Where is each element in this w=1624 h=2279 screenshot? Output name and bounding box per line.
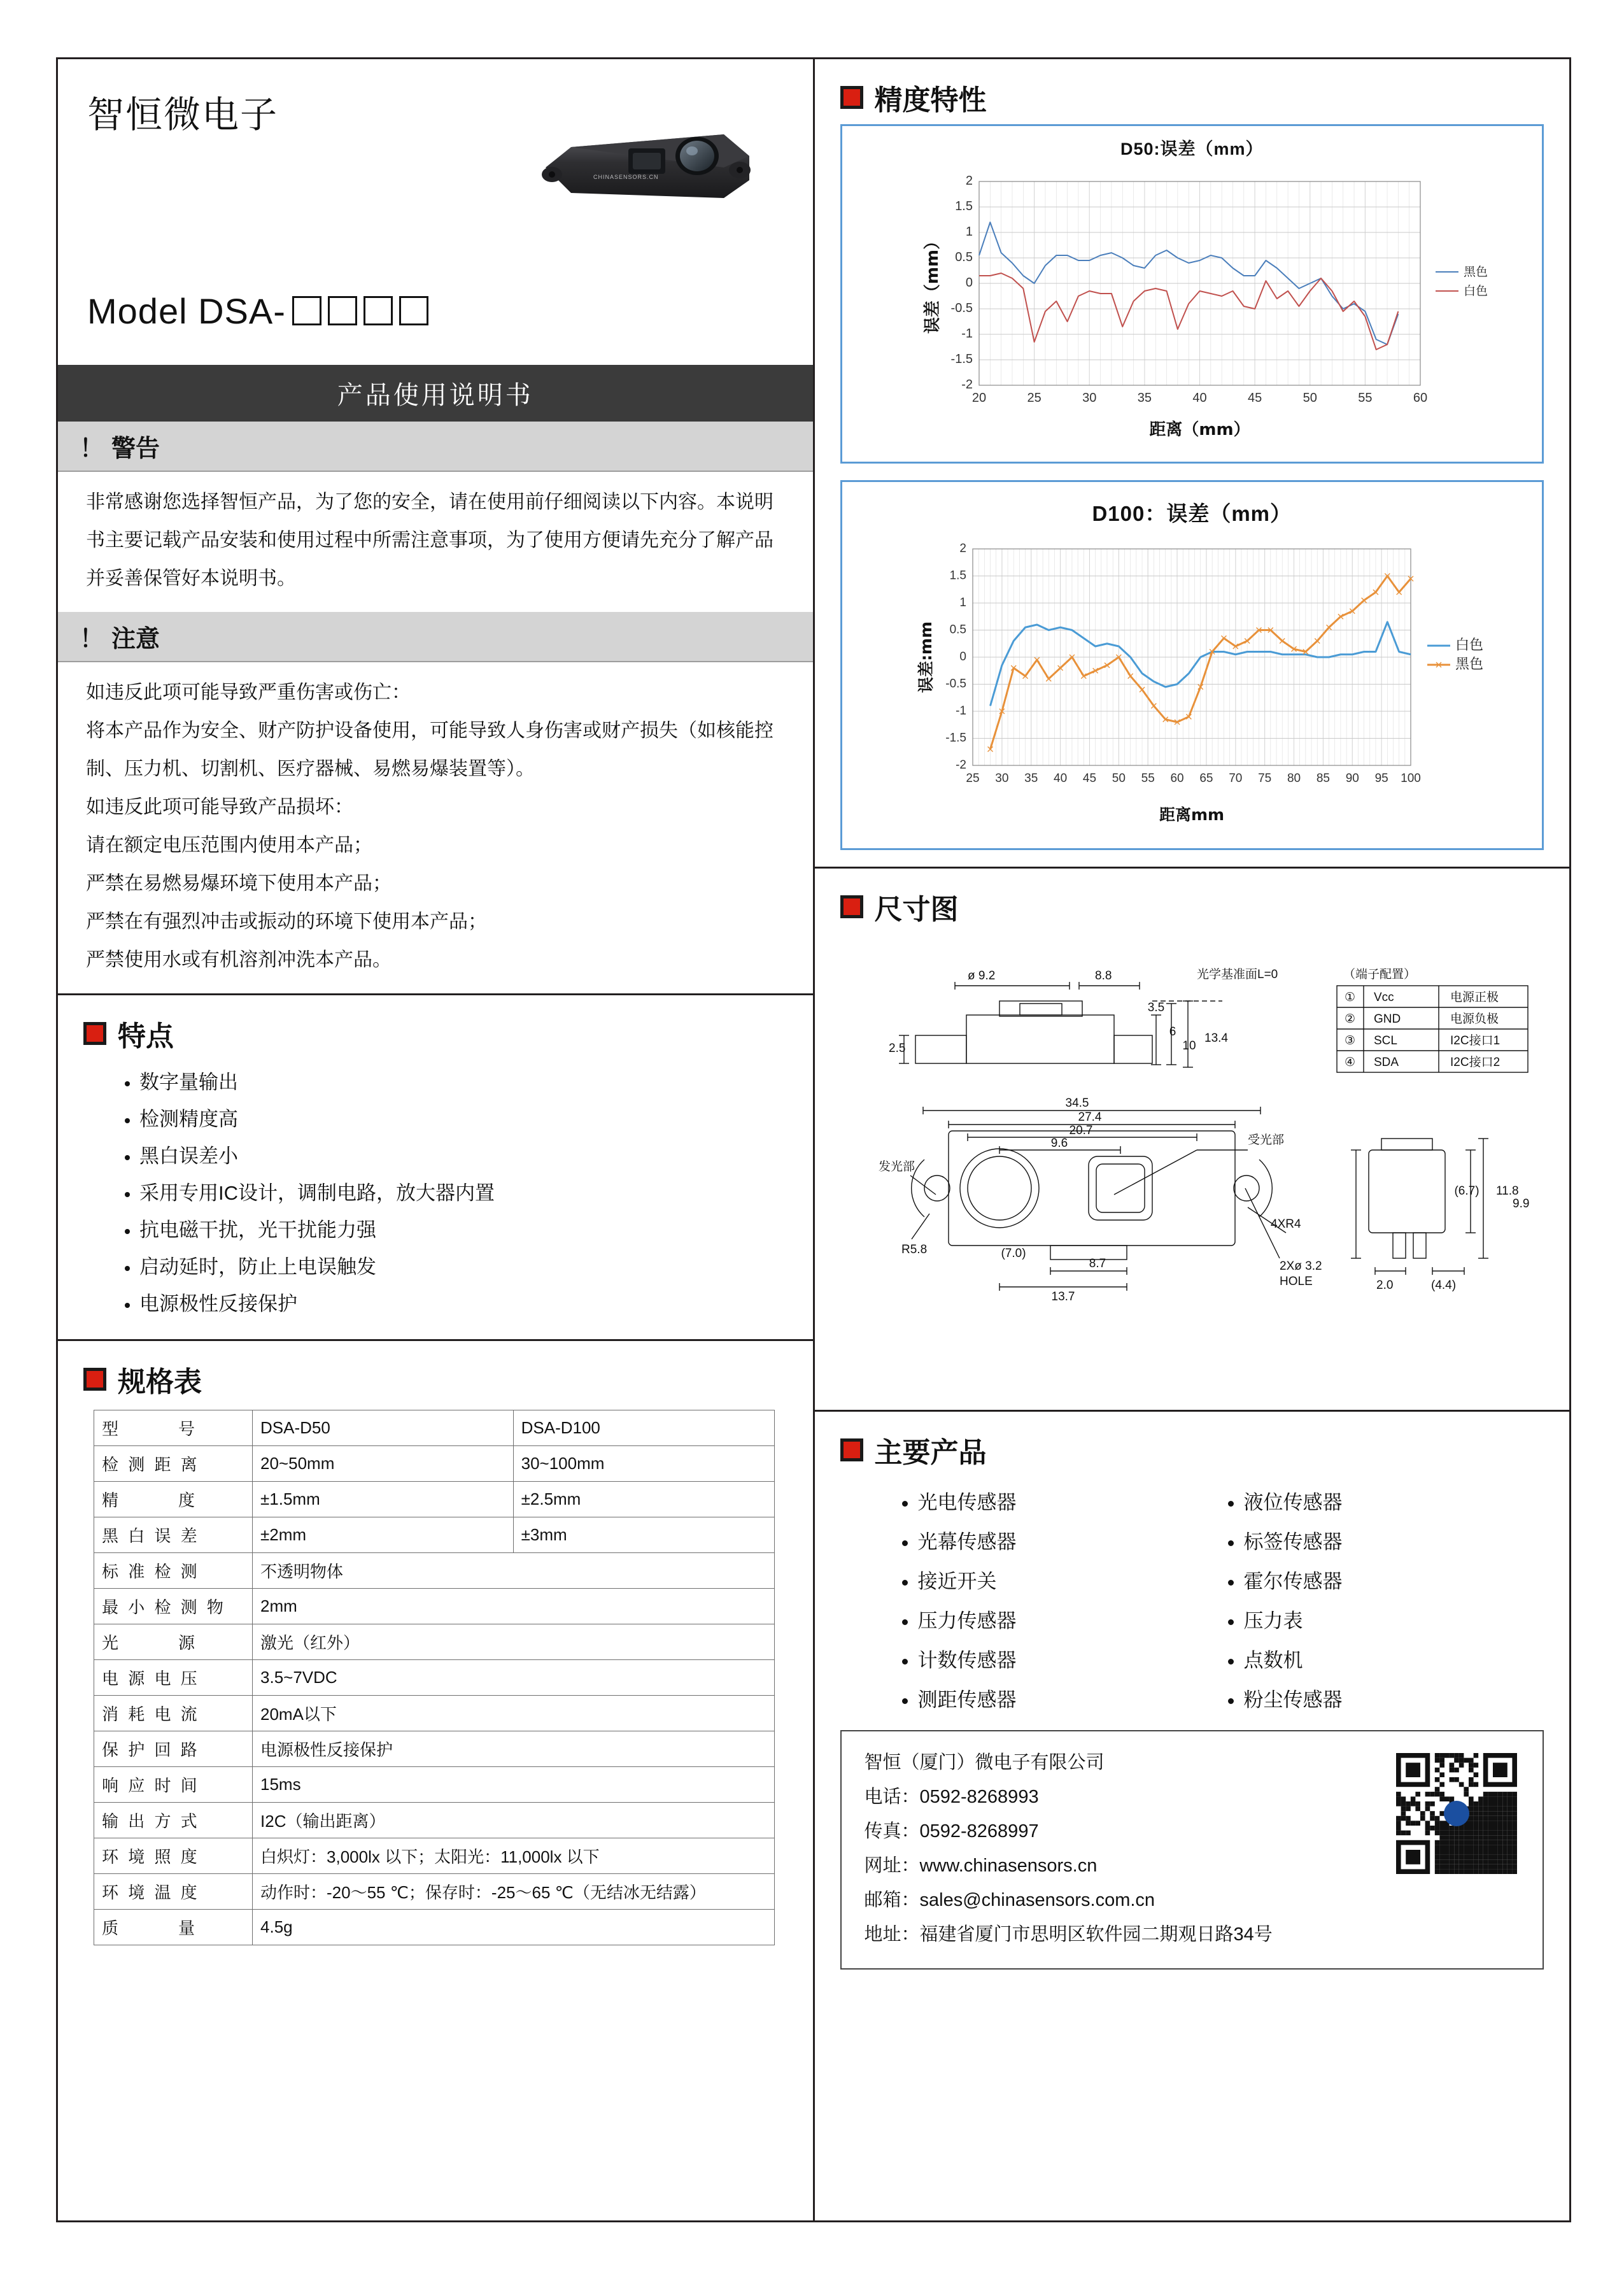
model-box-4 <box>399 296 428 325</box>
svg-text:40: 40 <box>1192 391 1207 405</box>
caution-line: 如违反此项可能导致严重伤害或伤亡： <box>86 682 411 703</box>
list-item: • 采用专用IC设计，调制电路，放大器内置 <box>139 1175 813 1212</box>
svg-text:SDA: SDA <box>1373 1056 1399 1069</box>
svg-text:-1: -1 <box>955 704 966 718</box>
contact-box <box>840 1730 1544 1970</box>
chart-title: D100：误差（mm） <box>1092 502 1292 525</box>
chart-plot-d100 <box>842 530 1543 848</box>
spec-label: 最 小 检 测 物 <box>94 1589 253 1624</box>
svg-text:②: ② <box>1344 1012 1355 1026</box>
warning-title: 警告 <box>111 436 160 462</box>
svg-text:30: 30 <box>994 772 1008 785</box>
svg-text:0.5: 0.5 <box>954 250 973 264</box>
dim-6: 6 <box>1169 1025 1176 1039</box>
table-row <box>94 1803 775 1838</box>
table-row <box>94 1910 775 1945</box>
spec-label: 检 测 距 离 <box>94 1446 253 1482</box>
svg-text:50: 50 <box>1112 772 1126 785</box>
svg-text:55: 55 <box>1141 772 1155 785</box>
dim-20-7: 20.7 <box>1069 1124 1092 1137</box>
list-item: • 黑白误差小 <box>139 1138 813 1175</box>
spec-label: 环 境 温 度 <box>94 1874 253 1910</box>
list-item: • 抗电磁干扰，光干扰能力强 <box>139 1212 813 1249</box>
svg-text:白色: 白色 <box>1463 284 1488 298</box>
spec-table <box>94 1410 775 1945</box>
caution-text <box>58 662 813 993</box>
svg-text:黑色: 黑色 <box>1455 657 1483 672</box>
accuracy-title: 精度特性 <box>874 85 987 116</box>
svg-text:75: 75 <box>1257 772 1271 785</box>
caution-line: 严禁在有强烈冲击或振动的环境下使用本产品； <box>86 911 487 932</box>
spec-value: 4.5g <box>253 1910 775 1945</box>
svg-text:60: 60 <box>1413 391 1427 405</box>
left-column <box>58 59 815 2220</box>
dim-3-5: 3.5 <box>1147 1001 1164 1014</box>
svg-text:①: ① <box>1344 991 1355 1004</box>
spec-value-d100: ±2.5mm <box>513 1482 774 1517</box>
dim-13-7: 13.7 <box>1051 1290 1075 1303</box>
dim-r5-8: R5.8 <box>901 1243 927 1256</box>
svg-text:95: 95 <box>1374 772 1388 785</box>
warning-mark: ！ <box>80 436 104 462</box>
spec-value: I2C（输出距离） <box>253 1803 775 1838</box>
svg-text:I2C接口2: I2C接口2 <box>1450 1056 1500 1069</box>
table-row <box>94 1660 775 1696</box>
svg-text:40: 40 <box>1053 772 1067 785</box>
warning-paragraph: 非常感谢您选择智恒产品，为了您的安全，请在使用前仔细阅读以下内容。本说明书主要记载产品安装和使用过程中所需注意事项，为了使用方便请先充分了解产品并妥善保管好本说明书。 <box>86 492 773 589</box>
model-prefix: Model DSA- <box>87 291 286 331</box>
pinout-title: （端子配置） <box>1343 968 1416 981</box>
table-row <box>94 1446 775 1482</box>
model-box-1 <box>292 296 321 325</box>
spec-value: 15ms <box>253 1767 775 1803</box>
svg-text:2: 2 <box>965 174 973 188</box>
spec-label: 输 出 方 式 <box>94 1803 253 1838</box>
caution-line: 严禁在易燃易爆环境下使用本产品； <box>86 873 392 894</box>
spec-value: 白炽灯：3,000lx 以下；太阳光：11,000lx 以下 <box>253 1838 775 1874</box>
svg-text:Vcc: Vcc <box>1373 991 1394 1004</box>
dim-8-7: 8.7 <box>1089 1257 1106 1270</box>
dim-13-4: 13.4 <box>1204 1032 1228 1045</box>
table-row <box>94 1553 775 1589</box>
label-emitter: 发光部 <box>878 1160 915 1174</box>
spec-value-d50: 20~50mm <box>253 1446 514 1482</box>
svg-text:70: 70 <box>1228 772 1242 785</box>
qr-code-icon <box>1396 1753 1517 1874</box>
dim-4-4: (4.4) <box>1430 1279 1456 1292</box>
dim-hole: 2Xø 3.2 <box>1279 1260 1322 1273</box>
svg-text:85: 85 <box>1316 772 1330 785</box>
chart-d100 <box>840 480 1544 850</box>
svg-text:-1.5: -1.5 <box>950 352 973 366</box>
list-item: • 计数传感器 <box>918 1641 1185 1680</box>
table-row <box>94 1589 775 1624</box>
caution-line: 将本产品作为安全、财产防护设备使用，可能导致人身伤害或财产损失（如核能控制、压力机、切割机、医疗器械、易燃易爆装置等）。 <box>86 720 773 779</box>
svg-text:100: 100 <box>1400 772 1421 785</box>
spec-value: 3.5~7VDC <box>253 1660 775 1696</box>
svg-text:GND: GND <box>1373 1012 1401 1026</box>
svg-text:45: 45 <box>1082 772 1096 785</box>
spec-table-wrap <box>58 1406 813 1963</box>
red-square-icon <box>840 1438 863 1461</box>
table-row <box>94 1410 775 1446</box>
table-row <box>94 1517 775 1553</box>
spec-value: 动作时：-20～55 ℃；保存时：-25～65 ℃（无结冰无结露） <box>253 1874 775 1910</box>
model-box-3 <box>364 296 393 325</box>
product-photo <box>533 109 762 220</box>
warning-heading <box>58 422 813 472</box>
svg-text:30: 30 <box>1082 391 1096 405</box>
spec-value-d50: DSA-D50 <box>253 1410 514 1446</box>
svg-text:25: 25 <box>1027 391 1041 405</box>
spec-value: 20mA以下 <box>253 1696 775 1731</box>
contact-tel: 电话：0592-8268993 <box>864 1787 1039 1807</box>
dim-34-5: 34.5 <box>1065 1097 1089 1110</box>
svg-text:白色: 白色 <box>1455 637 1483 653</box>
spec-title: 规格表 <box>118 1367 202 1398</box>
dim-11-8: 11.8 <box>1495 1184 1519 1198</box>
features-list <box>58 1064 813 1323</box>
spec-label: 消 耗 电 流 <box>94 1696 253 1731</box>
spec-label: 光 源 <box>94 1624 253 1660</box>
spec-label: 黑 白 误 差 <box>94 1517 253 1553</box>
dim-9-9: 9.9 <box>1512 1197 1529 1210</box>
svg-text:误差:mm: 误差:mm <box>916 621 935 693</box>
chart-d50 <box>840 124 1544 464</box>
caution-mark: ！ <box>80 626 104 653</box>
svg-text:1: 1 <box>965 225 973 239</box>
svg-text:③: ③ <box>1344 1034 1355 1047</box>
svg-text:1: 1 <box>959 596 966 609</box>
svg-text:0.5: 0.5 <box>949 623 966 637</box>
dim-27-4: 27.4 <box>1078 1111 1101 1124</box>
spec-label: 型 号 <box>94 1410 253 1446</box>
label-receiver: 受光部 <box>1247 1133 1284 1147</box>
contact-email[interactable]: 邮箱：sales@chinasensors.com.cn <box>864 1890 1155 1910</box>
table-row <box>94 1482 775 1517</box>
svg-text:65: 65 <box>1199 772 1213 785</box>
list-item: • 点数机 <box>1244 1641 1343 1680</box>
spec-value: 电源极性反接保护 <box>253 1731 775 1767</box>
list-item: • 标签传感器 <box>1244 1523 1343 1562</box>
brand-header <box>58 59 813 365</box>
contact-address: 地址：福建省厦门市思明区软件园二期观日路34号 <box>864 1924 1273 1945</box>
list-item: • 液位传感器 <box>1244 1483 1343 1523</box>
svg-text:④: ④ <box>1344 1056 1355 1069</box>
dim-2-5: 2.5 <box>888 1042 905 1055</box>
list-item: • 压力传感器 <box>918 1601 1185 1641</box>
company-name: 智恒（厦门）微电子有限公司 <box>864 1752 1105 1773</box>
svg-text:1.5: 1.5 <box>954 199 973 213</box>
table-row <box>94 1838 775 1874</box>
red-square-icon <box>83 1022 106 1045</box>
svg-text:1.5: 1.5 <box>949 569 966 583</box>
svg-text:55: 55 <box>1357 391 1372 405</box>
spec-value-d100: DSA-D100 <box>513 1410 774 1446</box>
svg-text:-2: -2 <box>961 378 973 392</box>
dim-7-0: (7.0) <box>1000 1247 1026 1260</box>
svg-text:45: 45 <box>1247 391 1262 405</box>
caution-title: 注意 <box>111 626 160 653</box>
spec-value: 激光（红外） <box>253 1624 775 1660</box>
dim-optical-ref: 光学基准面L=0 <box>1196 968 1278 981</box>
svg-text:电源负极: 电源负极 <box>1450 1012 1499 1026</box>
svg-text:电源正极: 电源正极 <box>1450 991 1499 1004</box>
table-row <box>94 1767 775 1803</box>
table-row <box>94 1624 775 1660</box>
svg-text:80: 80 <box>1287 772 1301 785</box>
features-title: 特点 <box>118 1021 174 1052</box>
spec-value: 2mm <box>253 1589 775 1624</box>
svg-text:0: 0 <box>965 276 973 290</box>
svg-text:90: 90 <box>1345 772 1359 785</box>
dim-2-0: 2.0 <box>1376 1279 1393 1292</box>
caution-line: 如违反此项可能导致产品损坏： <box>86 797 353 818</box>
caution-line: 请在额定电压范围内使用本产品； <box>86 835 372 856</box>
svg-text:50: 50 <box>1303 391 1317 405</box>
caution-heading <box>58 612 813 662</box>
products-col-1 <box>885 1483 1185 1720</box>
spec-value-d100: 30~100mm <box>513 1446 774 1482</box>
svg-text:25: 25 <box>965 772 980 785</box>
svg-text:距离mm: 距离mm <box>1159 806 1224 824</box>
list-item: • 压力表 <box>1244 1601 1343 1641</box>
spec-label: 标 准 检 测 <box>94 1553 253 1589</box>
dim-hole-label: HOLE <box>1279 1275 1313 1288</box>
red-square-icon <box>840 895 863 918</box>
products-lists <box>815 1477 1570 1726</box>
list-item: • 粉尘传感器 <box>1244 1680 1343 1720</box>
svg-text:-0.5: -0.5 <box>945 677 966 691</box>
svg-text:误差（mm）: 误差（mm） <box>922 232 942 334</box>
products-col-2 <box>1211 1483 1343 1720</box>
dim-8-8: 8.8 <box>1094 969 1112 983</box>
list-item: • 测距传感器 <box>918 1680 1185 1720</box>
svg-text:距离（mm）: 距离（mm） <box>1148 420 1250 439</box>
list-item: • 数字量输出 <box>139 1064 813 1101</box>
datasheet-frame <box>56 57 1571 2222</box>
chart-plot-d50 <box>842 162 1543 462</box>
spec-label: 响 应 时 间 <box>94 1767 253 1803</box>
spec-value-d100: ±3mm <box>513 1517 774 1553</box>
dim-9-6: 9.6 <box>1050 1137 1068 1150</box>
spec-heading <box>58 1341 813 1406</box>
products-title: 主要产品 <box>874 1437 987 1468</box>
svg-text:2: 2 <box>959 542 966 555</box>
right-column <box>815 59 1570 2220</box>
list-item: • 电源极性反接保护 <box>139 1286 813 1323</box>
dimension-heading <box>815 869 1570 934</box>
spec-label: 电 源 电 压 <box>94 1660 253 1696</box>
svg-text:CHINASENSORS.CN: CHINASENSORS.CN <box>593 174 659 180</box>
svg-text:-1: -1 <box>961 327 973 341</box>
dim-6-7: (6.7) <box>1453 1184 1479 1198</box>
svg-text:-2: -2 <box>955 758 966 772</box>
spec-label: 质 量 <box>94 1910 253 1945</box>
list-item: • 接近开关 <box>918 1562 1185 1601</box>
svg-text:35: 35 <box>1024 772 1038 785</box>
table-row <box>94 1874 775 1910</box>
spec-value: 不透明物体 <box>253 1553 775 1589</box>
brand-title: 智恒微电子 <box>87 93 279 136</box>
model-box-2 <box>328 296 357 325</box>
svg-text:I2C接口1: I2C接口1 <box>1450 1034 1500 1047</box>
dim-4xr4: 4XR4 <box>1270 1218 1301 1231</box>
red-square-icon <box>840 86 863 109</box>
products-heading <box>815 1412 1570 1477</box>
list-item: • 光电传感器 <box>918 1483 1185 1523</box>
svg-text:0: 0 <box>959 650 966 664</box>
svg-text:-0.5: -0.5 <box>950 301 973 315</box>
pinout-table <box>1337 967 1528 1072</box>
table-row <box>94 1696 775 1731</box>
table-row <box>94 1731 775 1767</box>
spec-label: 保 护 回 路 <box>94 1731 253 1767</box>
list-item: • 光幕传感器 <box>918 1523 1185 1562</box>
spec-value-d50: ±1.5mm <box>253 1482 514 1517</box>
warning-text <box>58 472 813 612</box>
accuracy-heading <box>815 59 1570 124</box>
svg-text:60: 60 <box>1169 772 1184 785</box>
svg-text:20: 20 <box>971 391 986 405</box>
contact-fax: 传真：0592-8268997 <box>864 1821 1039 1842</box>
list-item: • 霍尔传感器 <box>1244 1562 1343 1601</box>
list-item: • 启动延时，防止上电误触发 <box>139 1249 813 1286</box>
contact-website[interactable]: 网址：www.chinasensors.cn <box>864 1856 1098 1876</box>
caution-line: 严禁使用水或有机溶剂冲洗本产品。 <box>86 949 392 970</box>
list-item: • 检测精度高 <box>139 1101 813 1138</box>
features-heading <box>58 995 813 1060</box>
red-square-icon <box>83 1368 106 1391</box>
spec-label: 精 度 <box>94 1482 253 1517</box>
spec-label: 环 境 照 度 <box>94 1838 253 1874</box>
dimension-drawing <box>815 934 1570 1410</box>
svg-text:SCL: SCL <box>1373 1034 1397 1047</box>
dim-10: 10 <box>1182 1039 1196 1053</box>
spec-value-d50: ±2mm <box>253 1517 514 1553</box>
model-number <box>87 290 428 332</box>
chart-title: D50:误差（mm） <box>1120 139 1264 159</box>
svg-text:-1.5: -1.5 <box>945 731 966 745</box>
manual-banner: 产品使用说明书 <box>58 365 813 422</box>
dimension-title: 尺寸图 <box>874 894 959 925</box>
svg-text:35: 35 <box>1137 391 1152 405</box>
svg-text:黑色: 黑色 <box>1463 265 1488 279</box>
dim-diameter-9-2: ø 9.2 <box>967 969 995 983</box>
